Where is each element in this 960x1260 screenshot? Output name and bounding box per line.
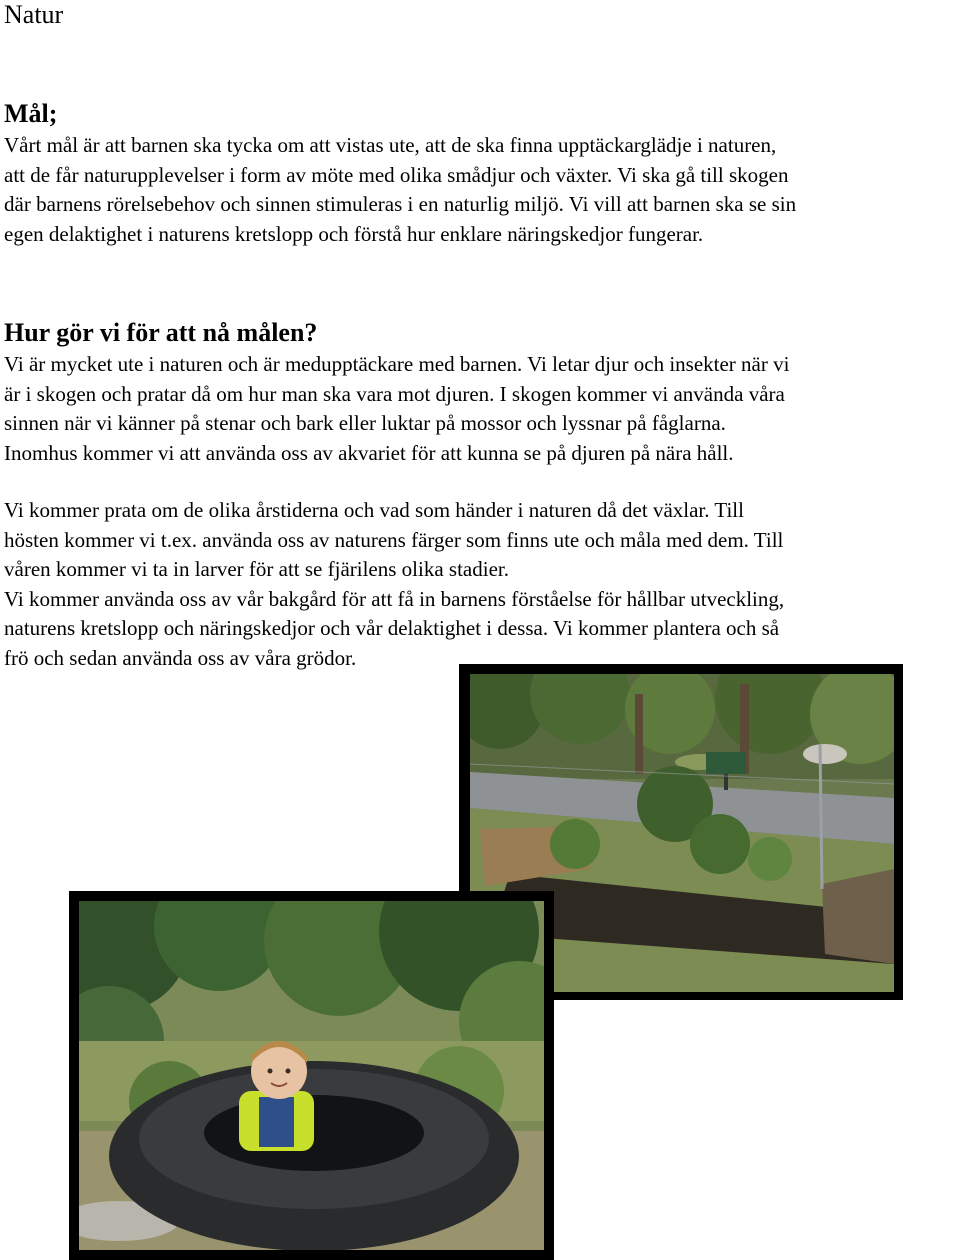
seasons-paragraph	[4, 496, 959, 673]
text-line: att de får naturupplevelser i form av möte med olika smådjur och växter. Vi ska gå till skogen	[4, 162, 789, 187]
text-line: Vårt mål är att barnen ska tycka om att vistas ute, att de ska finna upptäckarglädje i naturen,	[4, 133, 777, 157]
section-heading-how: Hur gör vi för att nå målen?	[4, 318, 318, 347]
tire-photo-image	[79, 901, 544, 1250]
text-line: Vi är mycket ute i naturen och är medupptäckare med barnen. Vi letar djur och insekter när vi	[4, 352, 790, 376]
text-line: hösten kommer vi t.ex. använda oss av naturens färger som finns ute och måla med dem. Till	[4, 527, 784, 552]
how-paragraph	[4, 350, 959, 468]
text-line: sinnen när vi känner på stenar och bark eller luktar på mossor och lyssnar på fåglarna.	[4, 411, 726, 435]
page-title: Natur	[4, 0, 64, 29]
text-line: våren kommer vi ta in larver för att se fjärilens olika stadier.	[4, 557, 509, 581]
goals-paragraph	[4, 131, 959, 249]
text-line: Inomhus kommer vi att använda oss av akvariet för att kunna se på djuren på nära håll.	[4, 440, 734, 465]
text-line: Vi kommer prata om de olika årstiderna och vad som händer i naturen då det växlar. Till	[4, 498, 744, 522]
text-line: Vi kommer använda oss av vår bakgård för att få in barnens förståelse för hållbar utveckling,	[4, 586, 785, 611]
text-line: egen delaktighet i naturens kretslopp och förstå hur enklare näringskedjor fungerar.	[4, 221, 704, 246]
text-line: där barnens rörelsebehov och sinnen stimuleras i en naturlig miljö. Vi vill att barnen ska se sin	[4, 192, 797, 216]
section-heading-goals: Mål;	[4, 99, 58, 128]
text-line: naturens kretslopp och näringskedjor och vår delaktighet i dessa. Vi kommer plantera och så	[4, 616, 780, 640]
text-line: frö och sedan använda oss av våra grödor.	[4, 645, 357, 670]
tire-photo	[69, 891, 554, 1260]
text-line: är i skogen och pratar då om hur man ska vara mot djuren. I skogen kommer vi använda våra	[4, 381, 785, 406]
